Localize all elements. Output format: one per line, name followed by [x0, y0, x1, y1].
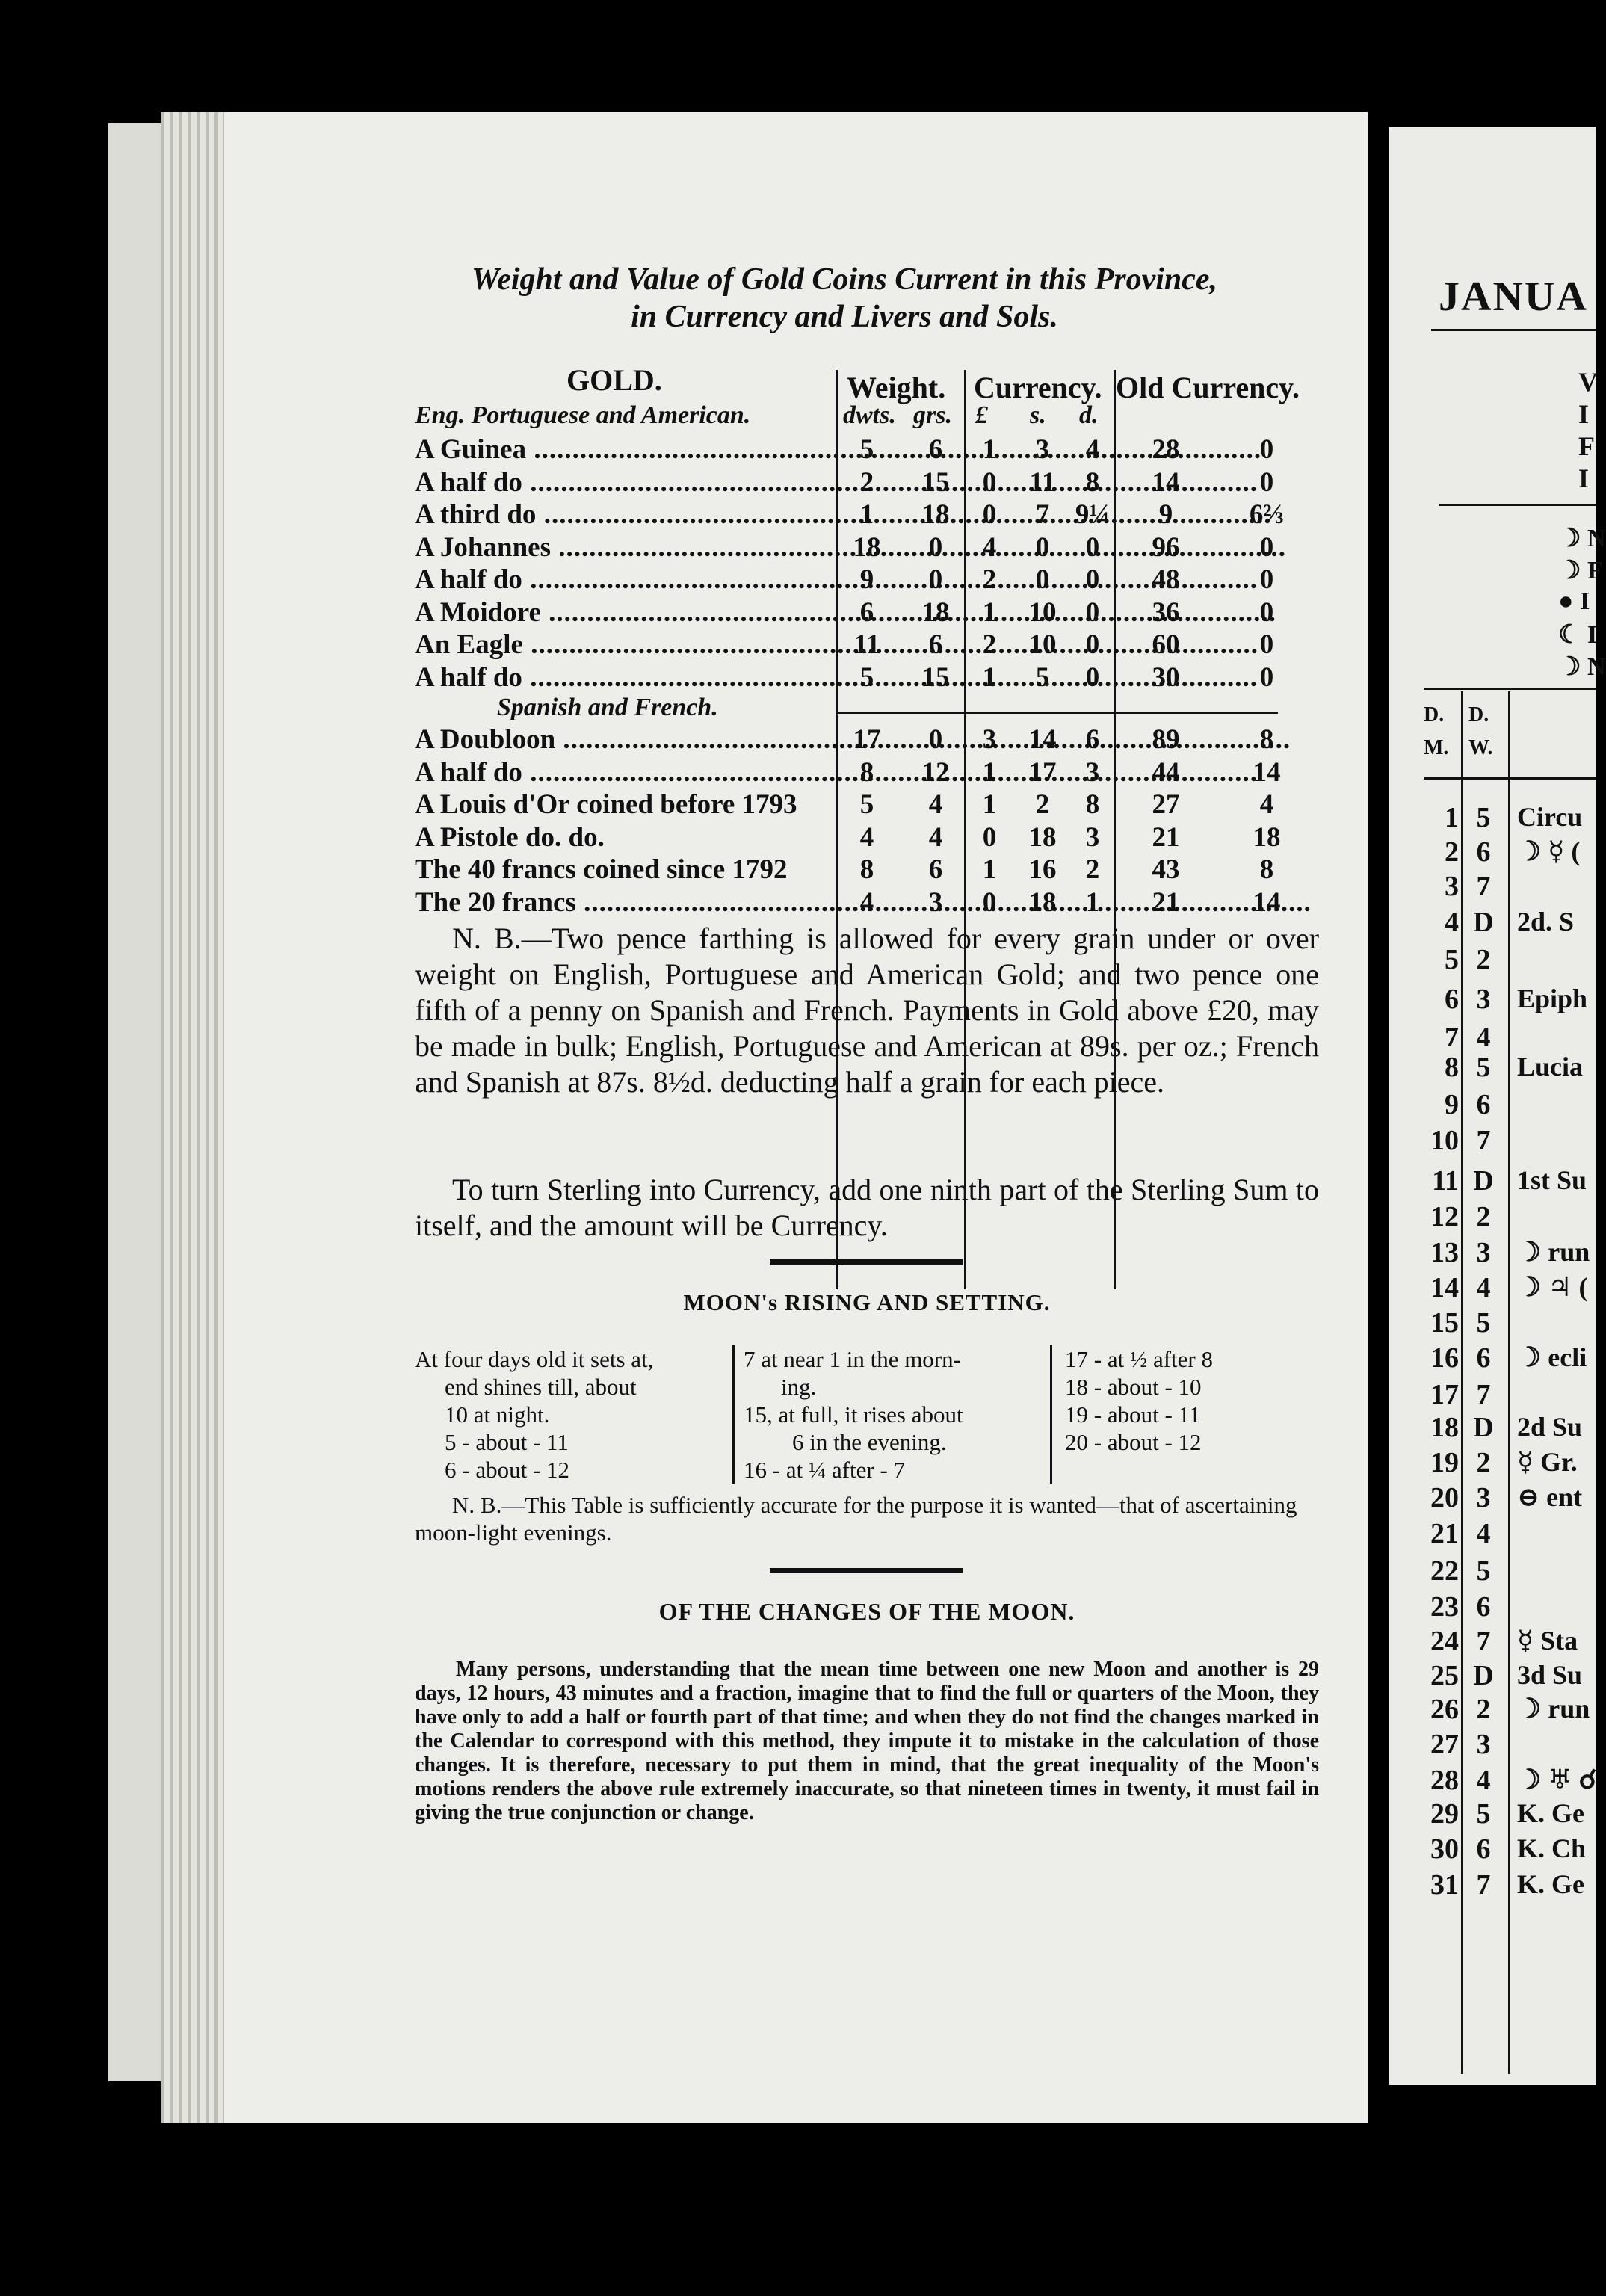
coin-value-dwts: 18	[853, 531, 881, 563]
calendar-day-of-week: 6	[1476, 1342, 1491, 1374]
coin-value-old_l: 60	[1152, 629, 1180, 660]
calendar-day-of-week: 4	[1476, 1518, 1491, 1549]
calendar-top-letter: I	[1578, 399, 1590, 429]
subheader-s: s.	[1030, 401, 1046, 429]
table-section-rule	[836, 712, 1278, 714]
changes-paragraph: Many persons, understanding that the mean time between one new Moon and another is 29 days, 12 hours, 43 minutes and a fraction, imagine that to find the full or quarters of the Moon, they have only to add a half or fourth part of that time; and when they do not find the changes marked in the Calendar to correspond with this method, they impute it to mistake in the calculation of those changes. It is therefore, necessary to put them in mind, that the great inequality of the Moon's motions renders the above rule extremely inaccurate, so that nineteen times in twenty, it must fail in giving the true conjunction or change.	[415, 1658, 1319, 1824]
coin-value-old_s: 14	[1253, 886, 1281, 918]
calendar-day-of-month: 2	[1445, 836, 1459, 868]
calendar-entry-text: ☽ ecli	[1517, 1342, 1587, 1372]
moon-col1-line: 10 at night.	[445, 1401, 550, 1428]
calendar-day-of-week: 5	[1476, 1798, 1491, 1830]
coin-name: A third do .....	[415, 499, 833, 531]
spanish-french-heading: Spanish and French.	[497, 694, 718, 721]
moon-col3-line: 18 - about - 10	[1065, 1374, 1202, 1400]
calendar-day-of-month: 3	[1445, 871, 1459, 902]
coin-value-grs: 0	[928, 531, 943, 563]
coin-value-pence: 4	[1085, 434, 1100, 465]
coin-value-shillings: 14	[1028, 724, 1057, 755]
calendar-day-of-week: 6	[1476, 1833, 1491, 1865]
page-title-line2: in Currency and Livers and Sols.	[631, 300, 1058, 334]
ornamental-rule	[770, 1568, 963, 1573]
moon-column-2	[744, 1345, 1043, 1484]
calendar-day-of-month: 1	[1445, 802, 1459, 833]
coin-value-pounds: 2	[982, 564, 997, 595]
coin-value-grs: 18	[921, 596, 950, 628]
moon-nb-paragraph: N. B.—This Table is sufficiently accurate for the purpose it is wanted—that of ascertaining moon-light evenings.	[415, 1492, 1297, 1546]
calendar-day-of-month: 14	[1430, 1272, 1459, 1303]
moon-column-rule	[732, 1345, 735, 1484]
coin-value-old_l: 89	[1152, 724, 1180, 755]
calendar-day-of-week: 7	[1476, 1869, 1491, 1901]
coin-value-old_l: 96	[1152, 531, 1180, 563]
calendar-day-of-week: 5	[1476, 802, 1491, 833]
coin-value-pence: 1	[1085, 886, 1100, 918]
calendar-moon-phase: ☽ N	[1558, 653, 1606, 681]
calendar-entry-text: ☿ Sta	[1517, 1626, 1578, 1655]
coin-value-pence: 8	[1085, 466, 1100, 498]
coin-value-pounds: 3	[982, 724, 997, 755]
coin-value-shillings: 16	[1028, 854, 1057, 885]
coin-value-pounds: 1	[982, 854, 997, 885]
coin-value-pounds: 1	[982, 596, 997, 628]
calendar-day-of-week: 2	[1476, 1447, 1491, 1478]
coin-value-grs: 3	[928, 886, 943, 918]
coin-name: A half do .....	[415, 564, 833, 596]
calendar-column-rule	[1461, 691, 1463, 2074]
header-dw-line: W.	[1468, 736, 1493, 759]
coin-value-pounds: 0	[982, 466, 997, 498]
coin-value-pence: 3	[1085, 821, 1100, 853]
coin-value-dwts: 17	[853, 724, 881, 755]
header-currency: Currency.	[974, 371, 1102, 404]
coin-value-pence: 0	[1085, 531, 1100, 563]
coin-value-pence: 0	[1085, 629, 1100, 660]
calendar-day-of-week: 7	[1476, 1125, 1491, 1156]
calendar-day-of-week: 7	[1476, 1379, 1491, 1410]
calendar-day-of-month: 8	[1445, 1052, 1459, 1083]
coin-value-dwts: 2	[859, 466, 874, 498]
coin-value-old_l: 21	[1152, 886, 1180, 918]
coin-value-shillings: 3	[1035, 434, 1050, 465]
calendar-entry-text: K. Ge	[1517, 1869, 1584, 1899]
coin-name: A Guinea .....	[415, 433, 833, 466]
coin-name: The 40 francs coined since 1792	[415, 854, 788, 885]
moon-col1-line: At four days old it sets at,	[415, 1346, 654, 1372]
calendar-day-of-week: 3	[1476, 1237, 1491, 1268]
calendar-entry-text: 2d. S	[1517, 907, 1575, 936]
coin-value-pence: 0	[1085, 661, 1100, 693]
coin-value-dwts: 8	[859, 756, 874, 788]
calendar-entry-text: 3d Su	[1517, 1660, 1583, 1690]
moon-col1-line: 5 - about - 11	[445, 1429, 569, 1455]
calendar-moon-phase: ☾ I	[1558, 621, 1598, 649]
calendar-day-of-month: 15	[1430, 1307, 1459, 1339]
coin-value-pence: 8	[1085, 789, 1100, 820]
calendar-moon-phase: ☽ N	[1558, 525, 1606, 552]
calendar-day-of-month: 23	[1430, 1591, 1459, 1623]
calendar-day-of-week: D	[1473, 1165, 1494, 1197]
calendar-top-letter: F	[1578, 431, 1595, 461]
subheader-group: Eng. Portuguese and American.	[415, 401, 751, 429]
header-dw-line: D.	[1468, 703, 1489, 726]
header-old-currency: Old Currency.	[1116, 371, 1300, 404]
moon-col1-line: 6 - about - 12	[445, 1457, 570, 1483]
coin-value-shillings: 5	[1035, 661, 1050, 693]
calendar-moon-phase: ☽ F	[1558, 557, 1603, 584]
moon-col2-line: 7 at near 1 in the morn-	[744, 1346, 961, 1372]
calendar-day-of-week: 4	[1476, 1272, 1491, 1303]
page-title-line1: Weight and Value of Gold Coins Current in this Province,	[471, 262, 1218, 297]
calendar-day-of-month: 30	[1430, 1833, 1459, 1865]
coin-value-pounds: 0	[982, 886, 997, 918]
subheader-d: d.	[1079, 401, 1099, 429]
calendar-day-of-week: 4	[1476, 1022, 1491, 1053]
sterling-paragraph: To turn Sterling into Currency, add one ninth part of the Sterling Sum to itself, and the amount will be Currency.	[415, 1173, 1319, 1242]
coin-value-pence: 0	[1085, 564, 1100, 595]
coin-value-old_s: 8	[1259, 724, 1274, 755]
coin-value-grs: 4	[928, 789, 943, 820]
calendar-day-of-week: 6	[1476, 1089, 1491, 1120]
coin-value-shillings: 0	[1035, 564, 1050, 595]
coin-value-old_s: 14	[1253, 756, 1281, 788]
coin-value-old_l: 30	[1152, 661, 1180, 693]
calendar-rule	[1439, 504, 1596, 506]
calendar-day-of-month: 26	[1430, 1694, 1459, 1725]
calendar-header-dm	[1424, 699, 1448, 765]
calendar-day-of-month: 20	[1430, 1482, 1459, 1513]
calendar-day-of-month: 21	[1430, 1518, 1459, 1549]
calendar-title-rule	[1431, 329, 1596, 331]
coin-value-old_l: 44	[1152, 756, 1180, 788]
coin-value-shillings: 10	[1028, 629, 1057, 660]
calendar-rule	[1424, 688, 1596, 690]
coin-value-grs: 4	[928, 821, 943, 853]
coin-value-grs: 15	[921, 661, 950, 693]
header-dm-line: M.	[1424, 736, 1449, 759]
coin-value-shillings: 11	[1029, 466, 1056, 498]
coin-value-pence: 6	[1085, 724, 1100, 755]
coin-value-old_l: 43	[1152, 854, 1180, 885]
calendar-day-of-week: 6	[1476, 1591, 1491, 1623]
coin-value-old_s: 8	[1259, 854, 1274, 885]
header-dm-line: D.	[1424, 703, 1445, 726]
coin-value-old_l: 14	[1152, 466, 1180, 498]
coin-value-pounds: 1	[982, 434, 997, 465]
coin-value-grs: 12	[921, 756, 950, 788]
coin-value-dwts: 5	[859, 434, 874, 465]
calendar-entry-text: ☽ run	[1517, 1237, 1590, 1267]
moon-rising-heading: MOON's RISING AND SETTING.	[683, 1289, 1051, 1315]
calendar-entry-text: Lucia	[1517, 1052, 1584, 1081]
calendar-day-of-month: 29	[1430, 1798, 1459, 1830]
coin-value-old_l: 36	[1152, 596, 1180, 628]
moon-col2-line: 15, at full, it rises about	[744, 1401, 963, 1428]
calendar-day-of-week: 5	[1476, 1052, 1491, 1083]
calendar-day-of-month: 6	[1445, 984, 1459, 1015]
coin-value-pounds: 0	[982, 499, 997, 530]
coin-value-grs: 0	[928, 724, 943, 755]
calendar-day-of-week: 3	[1476, 1482, 1491, 1513]
calendar-day-of-month: 19	[1430, 1447, 1459, 1478]
header-gold: GOLD.	[566, 363, 662, 397]
calendar-day-of-month: 27	[1430, 1729, 1459, 1760]
coin-value-pounds: 1	[982, 661, 997, 693]
calendar-day-of-month: 10	[1430, 1125, 1459, 1156]
coin-value-grs: 18	[921, 499, 950, 530]
calendar-day-of-month: 16	[1430, 1342, 1459, 1374]
coin-name: An Eagle .....	[415, 629, 833, 661]
changes-of-moon-heading: OF THE CHANGES OF THE MOON.	[658, 1598, 1075, 1625]
calendar-column-rule	[1508, 691, 1510, 2074]
coin-value-grs: 6	[928, 629, 943, 660]
moon-col1-line: end shines till, about	[445, 1374, 637, 1400]
coin-name: A Doubloon .....	[415, 723, 833, 756]
coin-name: A Johannes .....	[415, 531, 833, 564]
coin-value-pounds: 1	[982, 789, 997, 820]
moon-col3-line: 19 - about - 11	[1065, 1401, 1201, 1428]
calendar-day-of-week: 2	[1476, 1694, 1491, 1725]
calendar-day-of-month: 25	[1430, 1660, 1459, 1691]
coin-value-dwts: 5	[859, 661, 874, 693]
coin-value-old_s: 6⅔	[1249, 499, 1285, 530]
moon-col2-line: 6 in the evening.	[792, 1429, 947, 1455]
coin-value-old_s: 0	[1259, 596, 1274, 628]
calendar-entry-text: 1st Su	[1517, 1165, 1587, 1195]
subheader-dwts: dwts.	[843, 401, 896, 429]
moon-col3-line: 20 - about - 12	[1065, 1429, 1202, 1455]
coin-name: A Louis d'Or coined before 1793	[415, 789, 797, 820]
calendar-entry-text: K. Ge	[1517, 1798, 1584, 1828]
calendar-entry-text: ☽ ♅ ☌	[1517, 1765, 1597, 1794]
coin-value-dwts: 5	[859, 789, 874, 820]
coin-value-shillings: 0	[1035, 531, 1050, 563]
calendar-day-of-week: 5	[1476, 1555, 1491, 1587]
calendar-day-of-week: 2	[1476, 944, 1491, 975]
calendar-entry-text: Epiph	[1517, 984, 1588, 1013]
coin-value-dwts: 1	[859, 499, 874, 530]
coin-name: A Pistole do. do.	[415, 821, 605, 853]
coin-value-pounds: 0	[982, 821, 997, 853]
calendar-day-of-month: 9	[1445, 1089, 1459, 1120]
coin-value-pounds: 1	[982, 756, 997, 788]
calendar-day-of-month: 17	[1430, 1379, 1459, 1410]
subheader-grs: grs.	[913, 401, 952, 429]
coin-value-old_l: 28	[1152, 434, 1180, 465]
calendar-day-of-month: 28	[1430, 1765, 1459, 1796]
coin-value-pence: 9¼	[1075, 499, 1111, 530]
moon-column-1	[415, 1345, 729, 1484]
calendar-day-of-month: 7	[1445, 1022, 1459, 1053]
coin-value-grs: 6	[928, 854, 943, 885]
subheader-pound: £	[975, 401, 988, 429]
coin-value-old_l: 9	[1158, 499, 1173, 530]
calendar-entry-text: Circu	[1517, 802, 1583, 832]
calendar-day-of-month: 4	[1445, 907, 1459, 938]
coin-value-pounds: 2	[982, 629, 997, 660]
coin-value-shillings: 10	[1028, 596, 1057, 628]
calendar-day-of-week: 2	[1476, 1201, 1491, 1232]
calendar-day-of-week: 4	[1476, 1765, 1491, 1796]
coin-value-old_s: 0	[1259, 531, 1274, 563]
coin-value-shillings: 18	[1028, 821, 1057, 853]
calendar-entry-text: 2d Su	[1517, 1412, 1583, 1442]
calendar-entry-text: K. Ch	[1517, 1833, 1587, 1863]
coin-value-grs: 6	[928, 434, 943, 465]
calendar-day-of-week: 3	[1476, 984, 1491, 1015]
moon-column-rule	[1050, 1345, 1052, 1484]
calendar-day-of-week: D	[1473, 907, 1494, 938]
coin-name: A half do .....	[415, 661, 833, 694]
calendar-day-of-month: 12	[1430, 1201, 1459, 1232]
coin-value-pence: 0	[1085, 596, 1100, 628]
calendar-day-of-week: 6	[1476, 836, 1491, 868]
coin-value-dwts: 4	[859, 821, 874, 853]
calendar-top-letter: I	[1578, 463, 1590, 493]
coin-name: The 20 francs .....	[415, 886, 833, 919]
coin-value-grs: 15	[921, 466, 950, 498]
calendar-entry-text: ☽ ♃ (	[1517, 1272, 1588, 1302]
header-weight: Weight.	[847, 371, 946, 404]
calendar-day-of-month: 13	[1430, 1237, 1459, 1268]
calendar-day-of-week: D	[1473, 1660, 1494, 1691]
coin-name: A half do .....	[415, 466, 833, 499]
calendar-day-of-month: 5	[1445, 944, 1459, 975]
calendar-day-of-week: 7	[1476, 871, 1491, 902]
calendar-top-letter: V	[1578, 367, 1598, 397]
calendar-entry-text: ☿ Gr.	[1517, 1447, 1578, 1477]
ornamental-rule	[770, 1259, 963, 1265]
calendar-month-title: JANUA	[1439, 274, 1588, 320]
coin-value-old_l: 48	[1152, 564, 1180, 595]
calendar-entry-text: ☽ run	[1517, 1694, 1590, 1723]
coin-value-shillings: 17	[1028, 756, 1057, 788]
coin-value-dwts: 11	[853, 629, 880, 660]
calendar-day-of-month: 11	[1432, 1165, 1459, 1197]
calendar-day-of-month: 24	[1430, 1626, 1459, 1657]
moon-column-3	[1065, 1345, 1319, 1456]
coin-value-dwts: 6	[859, 596, 874, 628]
coin-value-shillings: 18	[1028, 886, 1057, 918]
coin-value-pence: 3	[1085, 756, 1100, 788]
moon-col2-line: 16 - at ¼ after - 7	[744, 1457, 906, 1483]
calendar-day-of-month: 22	[1430, 1555, 1459, 1587]
coin-value-old_l: 21	[1152, 821, 1180, 853]
coin-value-grs: 0	[928, 564, 943, 595]
coin-value-old_s: 18	[1253, 821, 1281, 853]
coin-value-old_l: 27	[1152, 789, 1180, 820]
calendar-header-dw	[1468, 699, 1492, 765]
coin-name: A half do .....	[415, 756, 833, 789]
coin-value-dwts: 8	[859, 854, 874, 885]
calendar-moon-phase: ● I	[1558, 587, 1590, 615]
calendar-day-of-month: 31	[1430, 1869, 1459, 1901]
coin-value-shillings: 7	[1035, 499, 1050, 530]
coin-value-old_s: 0	[1259, 434, 1274, 465]
calendar-day-of-month: 18	[1430, 1412, 1459, 1443]
coin-value-dwts: 4	[859, 886, 874, 918]
coin-value-old_s: 4	[1259, 789, 1274, 820]
moon-col2-line: ing.	[781, 1374, 817, 1400]
coin-value-pounds: 4	[982, 531, 997, 563]
moon-col3-line: 17 - at ½ after 8	[1065, 1346, 1213, 1372]
calendar-entry-text: ⊖ ent	[1517, 1482, 1583, 1512]
coin-value-old_s: 0	[1259, 629, 1274, 660]
coin-value-old_s: 0	[1259, 564, 1274, 595]
coin-value-pence: 2	[1085, 854, 1100, 885]
coin-value-old_s: 0	[1259, 661, 1274, 693]
calendar-day-of-week: 5	[1476, 1307, 1491, 1339]
coin-name: A Moidore .....	[415, 596, 833, 629]
coin-value-shillings: 2	[1035, 789, 1050, 820]
coin-value-dwts: 9	[859, 564, 874, 595]
calendar-day-of-week: 3	[1476, 1729, 1491, 1760]
calendar-day-of-week: 7	[1476, 1626, 1491, 1657]
nb-paragraph: N. B.—Two pence farthing is allowed for every grain under or over weight on English, Portuguese and American Gold; and two pence one fifth of a penny on Spanish and French. Payments in Gold above £20, may be made in bulk; English, Portuguese and American at 89s. per oz.; French and Spanish at 87s. 8½d. deducting half a grain for each piece.	[415, 922, 1319, 1099]
coin-value-old_s: 0	[1259, 466, 1274, 498]
calendar-day-of-week: D	[1473, 1412, 1494, 1443]
calendar-entry-text: ☽ ☿ (	[1517, 836, 1581, 866]
